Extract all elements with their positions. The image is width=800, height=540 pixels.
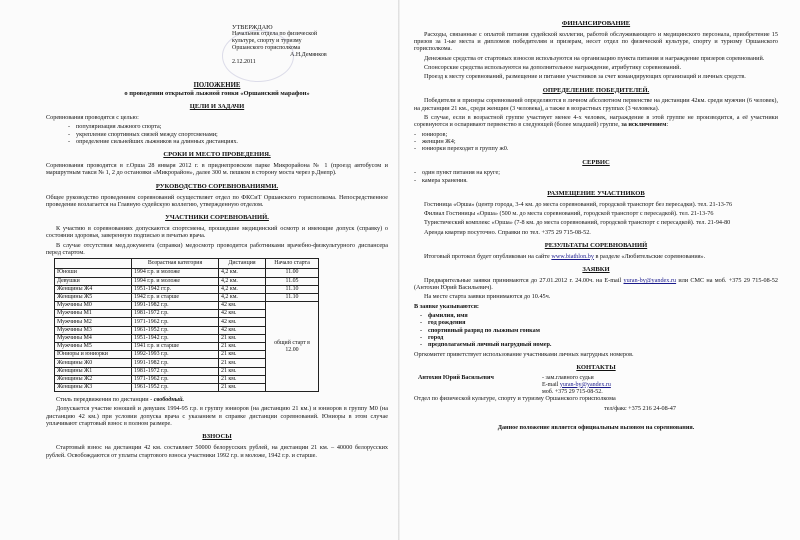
applications-text-end: или СМС на моб. +375 29 715-08-52 (Антохин Юрий Васильевич). <box>414 276 778 292</box>
table-cell: Мужчины М3 <box>55 326 132 334</box>
table-cell: 21 км. <box>219 343 266 351</box>
table-cell: Женщины Ж0 <box>55 359 132 367</box>
table-row <box>55 285 319 293</box>
fees-text: Стартовый взнос на дистанции 42 км. составляет 50000 белорусских рублей, на дистанции 21 км. – 40000 белорусских рублей. Освобождаются от уплаты стартового взноса участники 1992 г.р. и моложе, 1942 г.р. и старше. <box>46 444 388 459</box>
categories-table <box>54 258 319 392</box>
document-title: ПОЛОЖЕНИЕ <box>193 81 241 89</box>
results-text-start: Итоговый протокол будет опубликован на сайте <box>424 252 552 260</box>
table-cell: 1994 г.р. и моложе <box>132 277 219 285</box>
list-item: - фамилия, имя <box>428 312 778 319</box>
table-cell: 1971-1962 г.р. <box>132 375 219 383</box>
contact-org: Отдел по физической культуре, спорту и туризму Оршанского горисполкома <box>414 395 616 403</box>
table-header: Дистанция <box>219 259 266 269</box>
table-cell: 21 км. <box>219 351 266 359</box>
winners-text-start: В случае, если в возрастной группе участвует менее 4-х человек, награждение в этой группе не производится, а её участники соревнуются и оспаривают первенство в следующей (более младшей) группе, <box>414 114 778 129</box>
table-cell: 42 км. <box>219 302 266 310</box>
document-subtitle: о проведении открытой лыжной гонки «Оршанский марафон» <box>124 89 310 97</box>
style-prefix: Стиль передвижения по дистанции - <box>56 396 154 404</box>
table-cell: 4,2 км. <box>219 269 266 277</box>
table-cell: 42 км. <box>219 310 266 318</box>
table-cell: 11.00 <box>266 269 319 277</box>
list-item: - предполагаемый личный нагрудный номер. <box>428 341 778 348</box>
table-cell: 21 км. <box>219 375 266 383</box>
table-header-row <box>55 259 319 269</box>
contact-email-link[interactable]: yuran-by@yandex.ru <box>559 381 611 388</box>
table-cell: 1961-1952 г.р. <box>132 326 219 334</box>
table-cell: Женщины Ж1 <box>55 367 132 375</box>
table-row <box>55 269 319 277</box>
results-link[interactable]: www.biathlon.by <box>551 252 594 260</box>
table-cell: 1951-1942 г.р. <box>132 334 219 342</box>
applications-text <box>414 277 778 292</box>
table-row <box>55 293 319 301</box>
winners-heading: ОПРЕДЕЛЕНИЕ ПОБЕДИТЕЛЕЙ. <box>542 86 650 94</box>
list-item: - год рождения <box>428 319 778 326</box>
service-list <box>414 169 778 184</box>
goals-intro: Соревнования проводятся с целью: <box>46 114 139 122</box>
applications-list <box>414 312 778 349</box>
table-cell: 11.10 <box>266 285 319 293</box>
winners-text <box>414 114 778 129</box>
approval-line: культуре, спорту и туризму <box>232 38 302 45</box>
table-cell: Мужчины М4 <box>55 334 132 342</box>
list-item: - женщин Ж4; <box>422 138 778 145</box>
contact-role: - зам.главного судьи <box>542 374 594 381</box>
table-cell: Женщины Ж2 <box>55 375 132 383</box>
table-header: Возрастная категория <box>132 259 219 269</box>
final-note: Данное положение является официальным вызовом на соревнования. <box>497 424 695 432</box>
table-cell: Мужчины М5 <box>55 343 132 351</box>
applications-heading: ЗАЯВКИ <box>582 266 610 274</box>
table-cell: 1991-1982 г.р. <box>132 302 219 310</box>
style-line <box>46 396 388 403</box>
lodging-text: Аренда квартир посуточно. Справки по тел. +375 29 715-08-52. <box>424 228 591 236</box>
winners-exception: за исключением <box>621 121 667 129</box>
applications-list-heading: В заявке указываются: <box>414 302 479 310</box>
contact-mobile: моб. +375 29 715-08-52. <box>542 388 603 395</box>
contact-phone: тел/факс +375 216 24-08-47 <box>604 404 676 412</box>
list-item: - укрепление спортивных связей между спортсменами; <box>76 131 388 138</box>
management-heading: РУКОВОДСТВО СОРЕВНОВАНИЯМИ. <box>155 182 279 190</box>
table-cell: 4,2 км. <box>219 293 266 301</box>
participants-text: Допускается участие юношей и девушек 1994-95 г.р. в группу юниоров (на дистанцию 21 км.) и юниоров в группу М0 (на дистанцию 42 км.) при условии допуска врача с указанием в справке дистанции соревнований. Юниоры в этом случае уплачивают стартовый взнос в полном размере. <box>46 405 388 428</box>
table-cell: 1991-1982 г.р. <box>132 359 219 367</box>
list-item: - город <box>428 334 778 341</box>
list-item: - определение сильнейших лыжников на длинных дистанциях. <box>76 138 388 145</box>
table-cell: 1941 г.р. и старше <box>132 343 219 351</box>
table-cell: 1994 г.р. и моложе <box>132 269 219 277</box>
applications-text: На месте старта заявки принимаются до 10.45ч. <box>424 293 551 301</box>
table-row <box>55 277 319 285</box>
dates-heading: СРОКИ И МЕСТО ПРОВЕДЕНИЯ. <box>163 151 271 159</box>
finance-text: Денежные средства от стартовых взносов используются на организацию пункта питания и награждение призеров соревнований. <box>424 54 765 62</box>
table-header <box>55 259 132 269</box>
table-cell: 21 км. <box>219 359 266 367</box>
contact-email-line <box>542 382 611 389</box>
winners-text: Победители и призеры соревнований определяются в личном абсолютном первенстве на дистанции 42км. среди мужчин (6 человек), на дистанции 21 км., среди женщин (3 человека), а также в возрастных группах (3 человека). <box>414 97 778 112</box>
list-item: - камера хранения. <box>422 177 778 184</box>
style-value: свободный. <box>153 396 185 404</box>
table-cell: Девушки <box>55 277 132 285</box>
table-cell: Женщины Ж5 <box>55 293 132 301</box>
table-cell: 11.10 <box>266 293 319 301</box>
table-cell: 4,2 км. <box>219 277 266 285</box>
table-cell: Женщины Ж4 <box>55 285 132 293</box>
results-text-end: в разделе «Любительские соревнования». <box>593 252 706 260</box>
table-cell: 1942 г.р. и старше <box>132 293 219 301</box>
dates-text: Соревнования проводятся в г.Орша 28 января 2012 г. в приднепровском парке Микрорайона № 1 (проезд автобусом и маршрутным такси № 1, 2 до остановки «Микрорайон», далее 300 м. пешком в сторону моста через р.Днепр). <box>46 162 388 177</box>
approval-signature: А.Н.Демянков <box>290 51 327 58</box>
goals-heading: ЦЕЛИ И ЗАДАЧИ <box>189 103 245 111</box>
management-text: Общее руководство проведением соревнований осуществляет отдел по ФКСиТ Оршанского горисполкома. Непосредственное проведение возлагается на Главную судейскую коллегию, утвержденную отделом. <box>46 193 388 208</box>
results-text <box>414 253 778 260</box>
winners-list <box>414 131 778 153</box>
participants-heading: УЧАСТНИКИ СОРЕВНОВАНИЙ. <box>165 214 269 222</box>
finance-text: Проезд к месту соревнований, размещение и питание участников за счет командирующих организаций и личных средств. <box>424 73 746 81</box>
contact-name: Антохин Юрий Васильевич <box>418 374 494 381</box>
winners-text-end: : <box>666 121 669 129</box>
table-cell: 42 км. <box>219 326 266 334</box>
list-item: - популяризация лыжного спорта; <box>76 123 388 130</box>
list-item: - один пункт питания на круге; <box>422 169 778 176</box>
service-heading: СЕРВИС <box>582 158 610 166</box>
table-cell: Мужчины М2 <box>55 318 132 326</box>
contact-block <box>418 375 778 396</box>
table-body <box>55 269 319 392</box>
merged-start-cell: общий старт в 12.00 <box>266 302 319 392</box>
lodging-heading: РАЗМЕЩЕНИЕ УЧАСТНИКОВ <box>547 189 645 197</box>
lodging-text: Гостиница «Орша» (центр города, 3-4 км. до места соревнований, городской транспорт без пересадки). тел. 21-13-76 <box>424 200 733 208</box>
results-heading: РЕЗУЛЬТАТЫ СОРЕВНОВАНИЙ <box>544 242 648 249</box>
participants-text: В случае отсутствия мед.документа (справки) медосмотр проводится работниками врачебно-физкультурного диспансера перед стартом. <box>46 241 388 256</box>
lodging-text: Туристический комплекс «Орша» (7-8 км. до места соревнований, городской транспорт с пересадкой). тел. 21-94-80 <box>424 219 731 227</box>
list-item: - юниоров; <box>422 131 778 138</box>
fees-heading: ВЗНОСЫ <box>202 433 232 441</box>
right-page <box>400 0 800 540</box>
table-cell: 1981-1972 г.р. <box>132 310 219 318</box>
applications-email-link[interactable]: yuran-by@yandex.ru <box>623 276 677 284</box>
table-cell: 21 км. <box>219 367 266 375</box>
table-cell: 1961-1952 г.р. <box>132 383 219 391</box>
table-row <box>55 302 319 310</box>
table-cell: 1992-1993 г.р. <box>132 351 219 359</box>
contacts-heading: КОНТАКТЫ <box>576 363 616 371</box>
contact-info <box>542 375 611 396</box>
finance-heading: ФИНАНСИРОВАНИЕ <box>561 20 631 27</box>
goals-list <box>46 123 388 145</box>
approval-line: Оршанского горисполкома <box>232 45 301 52</box>
table-cell: 21 км. <box>219 383 266 391</box>
table-cell: 1981-1972 г.р. <box>132 367 219 375</box>
table-cell: 1971-1962 г.р. <box>132 318 219 326</box>
approval-line: Начальник отдела по физической <box>232 31 318 38</box>
table-cell: 4,2 км. <box>219 285 266 293</box>
approval-date: 2.12.2011 <box>232 58 256 65</box>
table-cell: Юниоры и юниорки <box>55 351 132 359</box>
table-cell: 1951-1942 гг.р. <box>132 285 219 293</box>
table-cell: Женщины Ж3 <box>55 383 132 391</box>
table-cell: 42 км. <box>219 318 266 326</box>
applications-text-start: Предварительные заявки принимаются до 27.01.2012 г. 24.00ч. на E-mail <box>424 276 624 284</box>
table-cell: Юноши <box>55 269 132 277</box>
applications-text: Оргкомитет приветствует использование участниками личных нагрудных номеров. <box>414 350 634 358</box>
seal-stamp <box>222 30 294 82</box>
approval-word: УТВЕРЖДАЮ <box>232 24 273 31</box>
table-cell: 21 км. <box>219 334 266 342</box>
finance-text: Расходы, связанные с оплатой питания судейской коллегии, работой обслуживающего и медицинского персонала, приобретение 15 призов за 1-ые места и дипломов победителям и призерам, несет отдел по физической культуре, спорту и туризму Оршанского горисполкома. <box>414 30 778 53</box>
table-cell: 11.05 <box>266 277 319 285</box>
contact-email-prefix: E-mail <box>542 381 560 388</box>
table-cell: Мужчины М0 <box>55 302 132 310</box>
lodging-text: Филиал Гостиницы «Орша» (500 м. до места соревнований, городской транспорт с пересадкой). тел. 21-13-76 <box>424 210 714 218</box>
list-item: - спортивный разряд по лыжным гонкам <box>428 327 778 334</box>
finance-text: Спонсорские средства используются на дополнительное награждение, атрибутику соревнований. <box>424 64 682 72</box>
list-item: - юниорки переходят в группу ж0. <box>422 145 778 152</box>
table-cell: Мужчины М1 <box>55 310 132 318</box>
participants-text: К участию в соревнованиях допускаются спортсмены, прошедшие медицинский осмотр и имеющие допуск (справку) о состоянии здоровья, заверенную подписью и печатью врача. <box>46 224 388 240</box>
table-header: Начало старта <box>266 259 319 269</box>
